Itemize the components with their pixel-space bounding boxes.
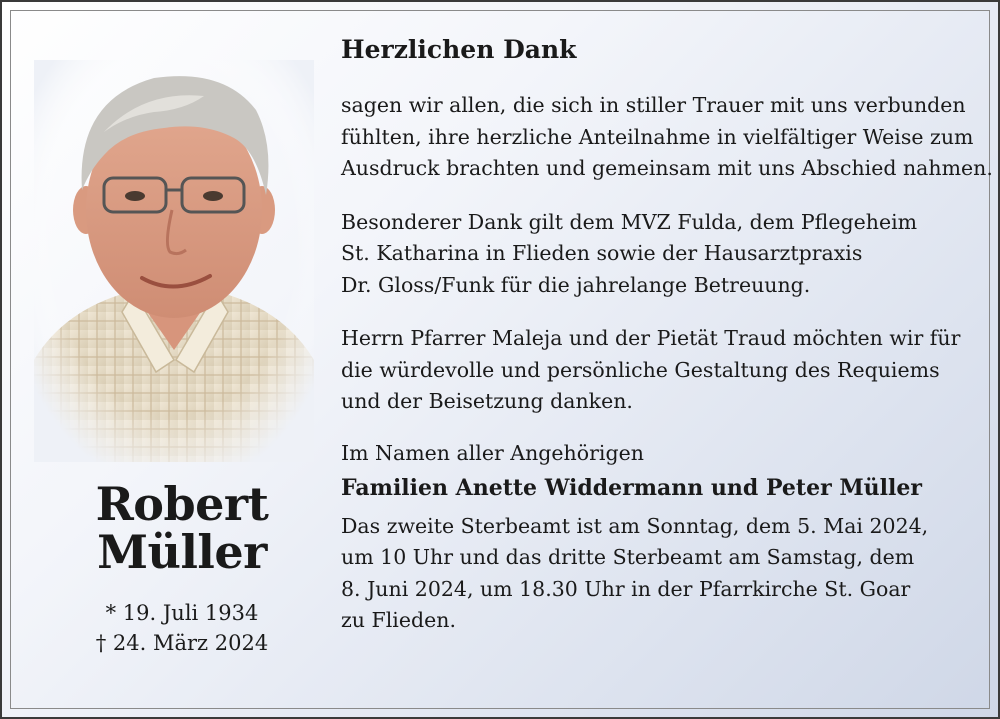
para3-line: und der Beisetzung danken. xyxy=(341,389,633,413)
first-name: Robert xyxy=(95,477,269,531)
last-name: Müller xyxy=(97,525,267,579)
para2-line: St. Katharina in Flieden sowie der Hausarztpraxis xyxy=(341,241,863,265)
services-line: zu Flieden. xyxy=(341,608,456,632)
life-dates xyxy=(32,598,332,658)
para3-line: Herrn Pfarrer Maleja und der Pietät Traud möchten wir für xyxy=(341,326,961,350)
services-line: Das zweite Sterbeamt ist am Sonntag, dem 5. Mai 2024, xyxy=(341,513,929,538)
notice-heading: Herzlichen Dank xyxy=(341,35,577,64)
para1-line: fühlten, ihre herzliche Anteilnahme in vielfältiger Weise zum xyxy=(341,124,974,149)
death-date: † 24. März 2024 xyxy=(95,631,269,655)
para3-line: die würdevolle und persönliche Gestaltung des Requiems xyxy=(341,357,940,382)
para1-line: Ausdruck brachten und gemeinsam mit uns Abschied nahmen. xyxy=(341,156,993,180)
on-behalf-line: Im Namen aller Angehörigen xyxy=(341,440,644,465)
notice-text xyxy=(341,32,993,637)
para2-line: Dr. Gloss/Funk für die jahrelange Betreuung. xyxy=(341,272,811,297)
portrait-photo xyxy=(34,60,314,462)
para1-line: sagen wir allen, die sich in stiller Trauer mit uns verbunden xyxy=(341,93,966,117)
families-signature: Familien Anette Widdermann und Peter Müller xyxy=(341,475,922,501)
services-line: um 10 Uhr und das dritte Sterbeamt am Samstag, dem xyxy=(341,545,915,569)
services-line: 8. Juni 2024, um 18.30 Uhr in der Pfarrkirche St. Goar xyxy=(341,576,911,601)
deceased-name xyxy=(32,477,332,579)
birth-date: * 19. Juli 1934 xyxy=(105,601,259,625)
para2-line: Besonderer Dank gilt dem MVZ Fulda, dem Pflegeheim xyxy=(341,209,918,234)
